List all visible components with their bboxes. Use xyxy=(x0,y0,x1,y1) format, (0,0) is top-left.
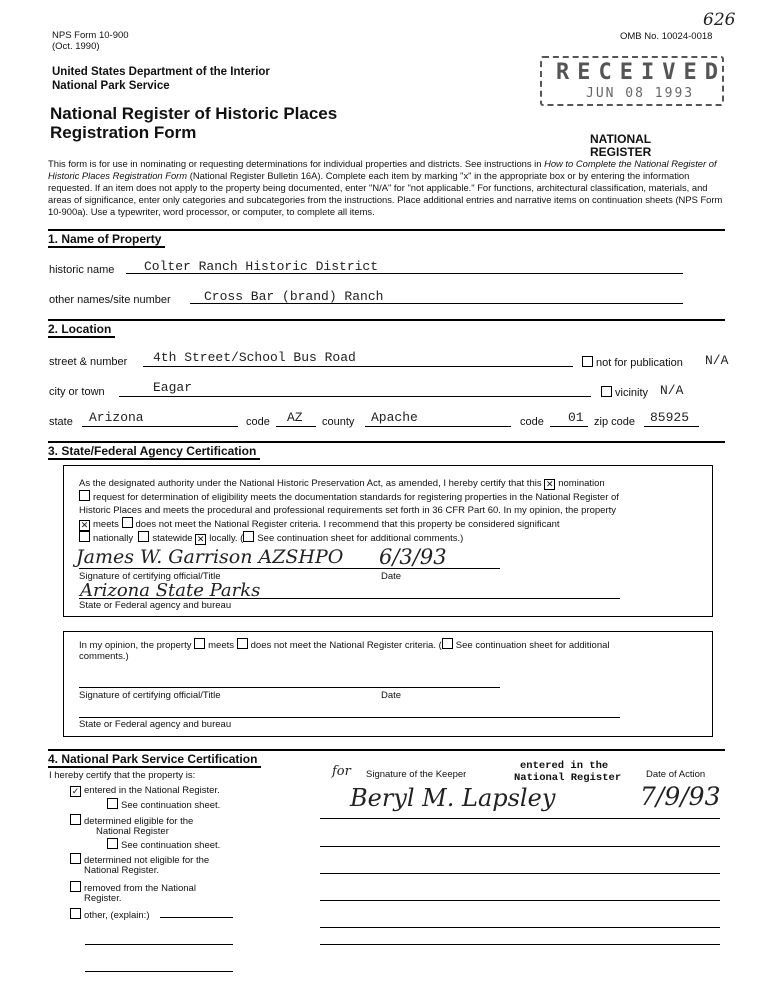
meets-checkbox[interactable]: ✕ xyxy=(80,520,89,530)
state-line xyxy=(82,426,238,427)
see-continuation-checkbox-2[interactable] xyxy=(442,638,453,649)
certifying-signature: James W. Garrison AZSHPO xyxy=(76,546,344,568)
opinion-text-b: does not meet the National Register criteria. ( xyxy=(250,640,442,651)
section-1-header xyxy=(48,229,725,249)
section-3-header xyxy=(48,441,725,461)
county-field[interactable]: Apache xyxy=(371,410,418,425)
form-title-line2: Registration Form xyxy=(50,123,197,142)
option-removed-2: Register. xyxy=(84,893,122,904)
option-removed-1: removed from the National xyxy=(84,883,196,894)
opinion-line-1 xyxy=(79,638,610,651)
other-explain-line-2 xyxy=(85,944,233,945)
other-explain-line xyxy=(160,917,233,918)
see-continuation-label-1: See continuation sheet for additional comments.) xyxy=(257,533,464,544)
street-label: street & number xyxy=(49,356,128,368)
cert-line-3: Historic Places and meets the procedural and professional requirements set forth in 36 CFR Part 60. In my opinion, the property xyxy=(79,505,617,516)
county-code-line xyxy=(550,426,588,427)
date-label-2: Date xyxy=(381,690,402,701)
vicinity-label: vicinity xyxy=(615,387,649,399)
cert-line-1b: nomination xyxy=(558,478,605,489)
city-label: city or town xyxy=(49,386,105,398)
option-entered-label: entered in the National Register. xyxy=(84,785,220,796)
agency-line-2 xyxy=(79,717,620,718)
cert-line-1a: As the designated authority under the National Historic Preservation Act, as amended, I hereby certify that this xyxy=(79,478,542,489)
instructions-text-2: (National Register Bulletin 16A). Complete each item by marking "x" in the appropriate box or by entering the information requested. If an item does not apply to the property being documented, enter "N/A" for "not applicable." For functions, architectural classification, materials, and areas of significance, enter only categories and subcategories from the instructions. Place additional entries and narrative items on continuation sheets (NPS Form 10-900a). Use a typewriter, word processor, or computer, to complete all items. xyxy=(48,170,723,217)
form-date: (Oct. 1990) xyxy=(52,41,100,52)
keeper-signature: Beryl M. Lapsley xyxy=(350,784,556,812)
other-explain-line-3 xyxy=(85,971,233,972)
date-label-1: Date xyxy=(381,571,402,582)
state-label: state xyxy=(49,416,73,428)
state-code-line xyxy=(276,426,316,427)
signature-label-2: Signature of certifying official/Title xyxy=(79,690,221,701)
option-other xyxy=(70,908,149,921)
opinion-text-c: See continuation sheet for additional xyxy=(455,640,610,651)
option-other-label: other, (explain:) xyxy=(84,910,150,921)
received-stamp xyxy=(540,56,724,106)
vicinity-value: N/A xyxy=(660,383,684,398)
omb-number: OMB No. 10024-0018 xyxy=(620,31,713,42)
statewide-checkbox[interactable] xyxy=(138,531,149,542)
state-field[interactable]: Arizona xyxy=(89,410,144,425)
service-name: National Park Service xyxy=(52,80,170,92)
not-for-publication xyxy=(582,356,683,369)
agency-line-1 xyxy=(79,598,620,599)
county-code-label: code xyxy=(520,416,544,428)
keeper-line-3 xyxy=(320,873,720,874)
county-line xyxy=(365,426,511,427)
locally-label: locally. ( xyxy=(209,533,244,544)
option-det-elig-2: National Register xyxy=(96,826,169,837)
instructions-paragraph xyxy=(48,158,728,218)
opinion-text-d: comments.) xyxy=(79,651,129,662)
option-det-not-2: National Register. xyxy=(84,865,159,876)
does-not-meet-checkbox[interactable] xyxy=(122,517,133,528)
nationally-checkbox[interactable] xyxy=(79,531,90,542)
determined-eligible-checkbox[interactable] xyxy=(70,814,81,825)
instructions-italic: How to Complete the National Register of Historic Places Registration Form xyxy=(48,158,717,181)
keeper-line-5 xyxy=(320,927,720,928)
zip-field[interactable]: 85925 xyxy=(650,410,690,425)
historic-name-field[interactable]: Colter Ranch Historic District xyxy=(144,259,379,274)
option-see-1 xyxy=(107,798,220,811)
entered-stamp-1: entered in the xyxy=(520,760,609,772)
see-continuation-checkbox-4[interactable] xyxy=(107,838,118,849)
statewide-label: statewide xyxy=(152,533,193,544)
option-see-2-label: See continuation sheet. xyxy=(121,840,221,851)
signature-label-1: Signature of certifying official/Title xyxy=(79,571,221,582)
section-2-heading: 2. Location xyxy=(48,322,115,338)
keeper-date: 7/9/93 xyxy=(640,782,721,811)
department-name: United States Department of the Interior xyxy=(52,66,270,78)
agency-handwritten: Arizona State Parks xyxy=(80,580,261,601)
section-2-header xyxy=(48,319,725,339)
vicinity xyxy=(601,386,648,399)
does-not-meet-label: does not meet the National Register criteria. I recommend that this property be considered significant xyxy=(135,519,560,530)
state-code-field[interactable]: AZ xyxy=(287,410,303,425)
stamp-national: NATIONAL xyxy=(590,132,652,146)
keeper-line-6 xyxy=(320,944,720,945)
city-line xyxy=(119,396,591,397)
entered-stamp-2: National Register xyxy=(514,772,622,784)
vicinity-checkbox[interactable] xyxy=(601,386,612,397)
city-field[interactable]: Eagar xyxy=(153,380,193,395)
county-label: county xyxy=(322,416,355,428)
see-continuation-checkbox-3[interactable] xyxy=(107,798,118,809)
opinion-not-meet-checkbox[interactable] xyxy=(237,638,248,649)
section-3-heading: 3. State/Federal Agency Certification xyxy=(48,444,260,460)
other-checkbox[interactable] xyxy=(70,908,81,919)
cert-line-2: request for determination of eligibility meets the documentation standards for registering properties in the National Register of xyxy=(93,492,619,503)
stamp-register: REGISTER xyxy=(590,145,652,159)
cert-paragraph xyxy=(79,477,619,545)
certify-label: I hereby certify that the property is: xyxy=(49,770,196,781)
keeper-label: Signature of the Keeper xyxy=(366,769,467,780)
see-continuation-checkbox-1[interactable] xyxy=(243,531,254,542)
form-title-line1: National Register of Historic Places xyxy=(50,104,338,123)
determined-not-eligible-checkbox[interactable] xyxy=(70,853,81,864)
opinion-meets-label: meets xyxy=(208,640,234,651)
keeper-line-1 xyxy=(320,818,720,819)
date-of-action-label: Date of Action xyxy=(646,769,706,780)
agency-label-1: State or Federal agency and bureau xyxy=(79,600,232,611)
option-det-elig-1: determined eligible for the xyxy=(84,816,194,827)
other-names-field[interactable]: Cross Bar (brand) Ranch xyxy=(204,289,384,304)
form-number: NPS Form 10-900 xyxy=(52,30,129,41)
meets-label: meets xyxy=(93,519,119,530)
certifying-date: 6/3/93 xyxy=(379,545,447,569)
keeper-line-2 xyxy=(320,846,720,847)
keeper-line-4 xyxy=(320,900,720,901)
opinion-meets-checkbox[interactable] xyxy=(194,638,205,649)
entered-checkbox[interactable]: ✓ xyxy=(71,786,80,796)
other-names-label: other names/site number xyxy=(49,294,171,306)
street-line xyxy=(143,366,573,367)
nationally-label: nationally xyxy=(93,533,134,544)
not-for-publication-value: N/A xyxy=(705,353,729,368)
signature-line-1 xyxy=(79,568,500,569)
option-entered xyxy=(70,785,220,797)
section-4-header xyxy=(48,749,725,769)
zip-line xyxy=(644,426,699,427)
not-for-publication-label: not for publication xyxy=(596,357,683,369)
section-1-heading: 1. Name of Property xyxy=(48,232,165,248)
not-for-publication-checkbox[interactable] xyxy=(582,356,593,367)
nomination-checkbox[interactable]: ✕ xyxy=(545,479,554,489)
locally-checkbox[interactable]: ✕ xyxy=(196,534,205,544)
option-det-not-1: determined not eligible for the xyxy=(84,855,210,866)
removed-checkbox[interactable] xyxy=(70,881,81,892)
instructions-text-1: This form is for use in nominating or requesting determinations for individual properties and districts. See instructions in xyxy=(48,158,545,169)
section-4-heading: 4. National Park Service Certification xyxy=(48,752,261,768)
option-see-2 xyxy=(107,838,220,851)
signature-line-2 xyxy=(79,687,500,688)
stamp-received-text: RECEIVED xyxy=(556,60,726,85)
state-code-label: code xyxy=(246,416,270,428)
handwritten-number: 626 xyxy=(703,10,736,30)
request-determination-checkbox[interactable] xyxy=(79,490,90,501)
keeper-for: for xyxy=(332,764,351,779)
zip-label: zip code xyxy=(594,416,635,428)
street-field[interactable]: 4th Street/School Bus Road xyxy=(153,350,356,365)
stamp-date: JUN 08 1993 xyxy=(586,86,695,101)
agency-label-2: State or Federal agency and bureau xyxy=(79,719,232,730)
opinion-text-a: In my opinion, the property xyxy=(79,640,192,651)
county-code-field[interactable]: 01 xyxy=(568,410,584,425)
historic-name-label: historic name xyxy=(49,264,115,276)
option-see-1-label: See continuation sheet. xyxy=(121,800,221,811)
